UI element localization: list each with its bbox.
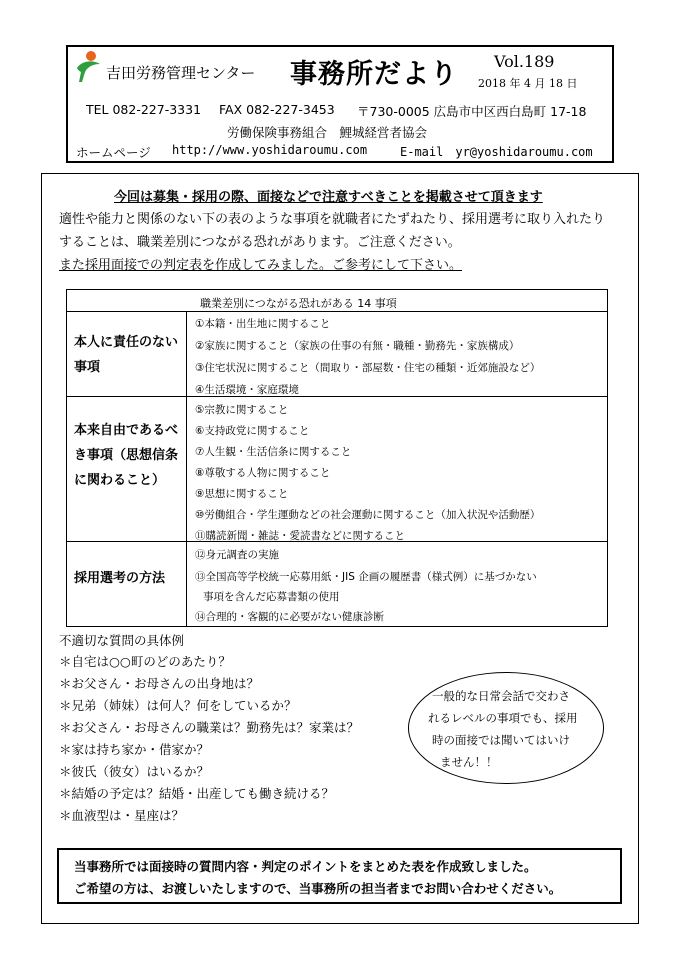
category-label: 本人に責任のない事項 [74,335,179,375]
category-label: 採用選考の方法 [74,571,166,586]
table-item: ⑩労働組合・学生運動などの社会運動に関すること（加入状況や活動歴） [195,509,541,521]
address: 〒730-0005 広島市中区西白島町 17-18 [357,104,587,119]
table-item: ⑤宗教に関すること [195,404,289,416]
question-item: ＊結婚の予定は？結婚・出産しても働き続ける？ [59,786,335,801]
homepage-label: ホームページ [76,145,151,160]
email-link[interactable]: E-mail yr@yoshidaroumu.com [400,145,593,159]
table-item: ⑥支持政党に関すること [195,425,310,437]
table-caption: 職業差別につながる恐れがある 14 事項 [200,297,397,310]
category-label: 本来自由であるべき事項（思想信条に関わること） [74,423,179,488]
table-divider [186,311,187,627]
homepage-link[interactable]: http://www.yoshidaroumu.com [172,143,368,157]
table-item: ⑧尊敬する人物に関すること [195,467,331,479]
note-text: 一般的な日常会話で交わさ [432,689,570,703]
questions-title: 不適切な質問の具体例 [59,633,185,648]
question-item: ＊お父さん・お母さんの職業は？勤務先は？家業は？ [59,720,360,735]
issue-date: 2018 年 4 月 18 日 [478,77,578,90]
table-item: ⑫身元調査の実施 [195,549,279,561]
footer-text: ご希望の方は、お渡しいたしますので、当事務所の担当者までお問い合わせください。 [74,881,562,896]
table-divider [67,396,607,397]
table-item: ⑭合理的・客観的に必要がない健康診断 [195,611,384,623]
headline: 今回は募集・採用の際、面接などで注意すべきことを掲載させて頂きます [114,190,543,205]
table-item: 事項を含んだ応募書類の使用 [203,591,340,603]
intro-line: 適性や能力と関係のない下の表のような事項を就職者にたずねたり、採用選考に取り入れたり [59,212,606,227]
question-item: ＊家は持ち家か・借家か？ [59,742,210,757]
table-item: ⑦人生観・生活信条に関すること [195,446,352,458]
telephone: TEL 082-227-3331 [86,102,202,117]
company-name: 吉田労務管理センター [106,64,256,82]
table-item: ⑪購読新聞・雑誌・愛読書などに関すること [195,530,405,542]
note-text: ません！！ [440,755,498,769]
table-item: ②家族に関すること（家族の仕事の有無・職種・勤務先・家族構成） [195,340,520,352]
company-logo-icon [74,50,102,84]
question-item: ＊彼氏（彼女）はいるか？ [59,764,210,779]
footer-text: 当事務所では面接時の質問内容・判定のポイントをまとめた表を作成致しました。 [74,859,537,874]
table-item: ①本籍・出生地に関すること [195,318,331,330]
question-item: ＊血液型は・星座は？ [59,808,185,823]
organizations: 労働保険事務組合 鯉城経営者協会 [227,125,428,140]
question-item: ＊お父さん・お母さんの出身地は？ [59,676,260,691]
note-text: 時の面接では聞いてはいけ [432,733,570,747]
table-item: ③住宅状況に関すること（間取り・部屋数・住宅の種類・近郊施設など） [195,362,541,374]
table-item: ⑨思想に関すること [195,488,289,500]
newsletter-title: 事務所だより [290,59,458,90]
note-text: れるレベルの事項でも、採用 [428,711,578,725]
table-item: ⑬全国高等学校統一応募用紙・JIS 企画の履歴書（様式例）に基づかない [195,571,537,583]
question-item: ＊兄弟（姉妹）は何人？何をしているか？ [59,698,297,713]
intro-line: また採用面接での判定表を作成してみました。ご参考にして下さい。 [59,258,463,273]
table-divider [67,311,607,312]
intro-line: することは、職業差別につながる恐れがあります。ご注意ください。 [59,235,461,250]
fax: FAX 082-227-3453 [219,102,335,117]
table-item: ④生活環境・家庭環境 [195,384,299,396]
question-item: ＊自宅は○○町のどのあたり？ [59,654,231,669]
volume-number: Vol.189 [494,52,555,71]
